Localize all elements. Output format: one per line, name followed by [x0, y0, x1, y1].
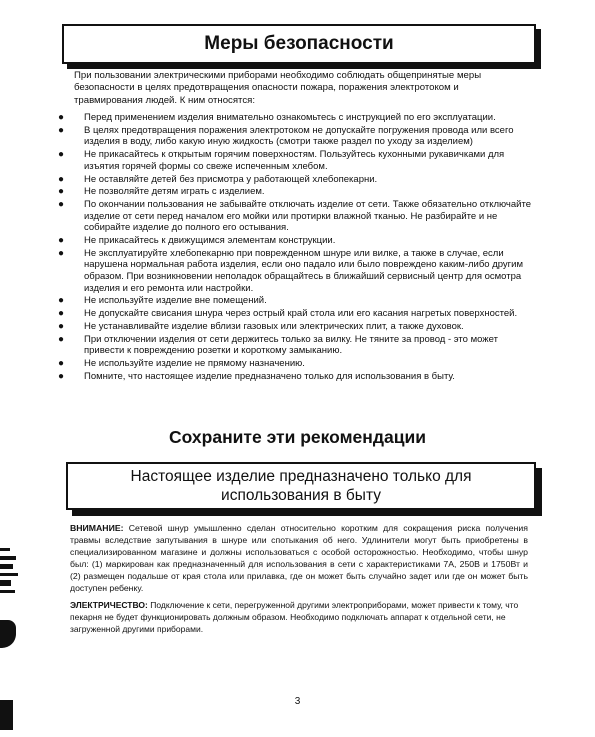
scan-mark [0, 573, 18, 576]
bullet-icon: ● [58, 124, 65, 136]
scan-mark [0, 590, 15, 593]
list-item: ● Не используйте изделие вне помещений. [58, 295, 267, 307]
scan-mark [0, 620, 16, 648]
electricity-label: ЭЛЕКТРИЧЕСТВО: [70, 600, 148, 610]
scan-mark [0, 580, 11, 586]
list-item: ● Не допускайте свисания шнура через острый край стола или его касания нагретых поверхностей. [58, 308, 518, 320]
warning-paragraph [70, 523, 528, 594]
scan-mark [0, 548, 10, 551]
bullet-icon: ● [58, 235, 65, 247]
intro-paragraph: При пользовании электрическими приборами необходимо соблюдать общепринятые меры безопасности в целях предотвращения опасности пожара, поражения электротоком и травмирования людей. К ним относятся: [74, 70, 482, 106]
list-item: ● Перед применением изделия внимательно ознакомьтесь с инструкцией по его эксплуатации. [58, 112, 496, 123]
list-item: ● Не устанавливайте изделие вблизи газовых или электрических плит, а также духовок. [58, 320, 464, 332]
bullet-icon: ● [58, 173, 65, 185]
list-item: ● Не используйте изделие не прямому назначению. [58, 358, 305, 370]
bullet-icon: ● [58, 308, 65, 320]
bullet-icon: ● [58, 295, 65, 307]
notice-line: использования в быту [221, 487, 381, 504]
household-use-notice [66, 462, 536, 510]
bullet-icon: ● [58, 247, 65, 259]
bullet-icon: ● [58, 186, 65, 198]
notice-line: Настоящее изделие предназначено только для [130, 468, 472, 485]
safety-rules-list [56, 112, 538, 384]
keep-recommendations-heading: Сохраните эти рекомендации [169, 427, 426, 447]
list-item: ● Не эксплуатируйте хлебопекарню при поврежденном шнуре или вилке, а также в случае, если нарушена нормальная работа изделия, если оно падало или было повреждено каким-либо другим образом. При возникновении неполадок обращайтесь в ближайший сервисный центр для осмотра изделия и его ремонта или настройки. [58, 247, 523, 294]
section-title-box [62, 24, 536, 64]
page-number: 3 [294, 696, 301, 707]
section-title: Меры безопасности [204, 33, 394, 54]
scan-mark [0, 564, 13, 569]
bullet-icon: ● [58, 199, 65, 211]
warning-label: ВНИМАНИЕ: [70, 523, 124, 533]
bullet-icon: ● [58, 149, 65, 161]
bullet-icon: ● [58, 112, 65, 123]
warning-text: Сетевой шнур умышленно сделан относительно коротким для сокращения риска получения травмы вследствие запутывания в шнуре или спотыкания об него. Удлинители могут быть приобретены в специализированном магазине и должны использоваться с особой осторожностью. Необходимо, чтобы шнур был: (1) маркирован как предназначенный для использования в сети с характеристиками 7А, 250В и 1750Вт и (2) размещен подальше от края стола или прилавка, где он может быть случайно задет или где он может быть доступен ребенку. [70, 523, 528, 593]
bullet-icon: ● [58, 320, 65, 332]
list-item: ● Не прикасайтесь к движущимся элементам конструкции. [58, 235, 336, 247]
list-item: ● Не оставляйте детей без присмотра у работающей хлебопекарни. [58, 173, 378, 185]
list-item: ● В целях предотвращения поражения электротоком не допускайте погружения провода или всего изделия в воду, либо какую иную жидкость (смотри также раздел по уходу за изделием) [58, 124, 514, 148]
electricity-text: Подключение к сети, перегруженной другими электроприборами, может привести к тому, что пекарня не будет функционировать должным образом. Необходимо подключать аппарат к отдельной сети, не загруженной другими приборами. [70, 600, 519, 634]
bullet-icon: ● [58, 370, 65, 382]
bullet-icon: ● [58, 333, 65, 345]
bullet-icon: ● [58, 358, 65, 370]
list-item: ● При отключении изделия от сети держитесь только за вилку. Не тяните за провод - это может привести к повреждению розетки и короткому замыканию. [58, 333, 498, 357]
scan-mark [0, 556, 16, 560]
list-item: ● Помните, что настоящее изделие предназначено только для использования в быту. [58, 370, 455, 382]
scan-mark [0, 700, 13, 730]
list-item: ● По окончании пользования не забывайте отключать изделие от сети. Также обязательно отключайте изделие от сети перед началом его мойки или протирки влажной тканью. Не разбирайте и не собирайте изделие до полного его остывания. [58, 199, 531, 234]
electricity-paragraph [70, 600, 528, 636]
list-item: ● Не позволяйте детям играть с изделием. [58, 186, 265, 198]
list-item: ● Не прикасайтесь к открытым горячим поверхностям. Пользуйтесь кухонными рукавичками для изъятия горячей формы со свеже испеченным хлебом. [58, 149, 505, 172]
